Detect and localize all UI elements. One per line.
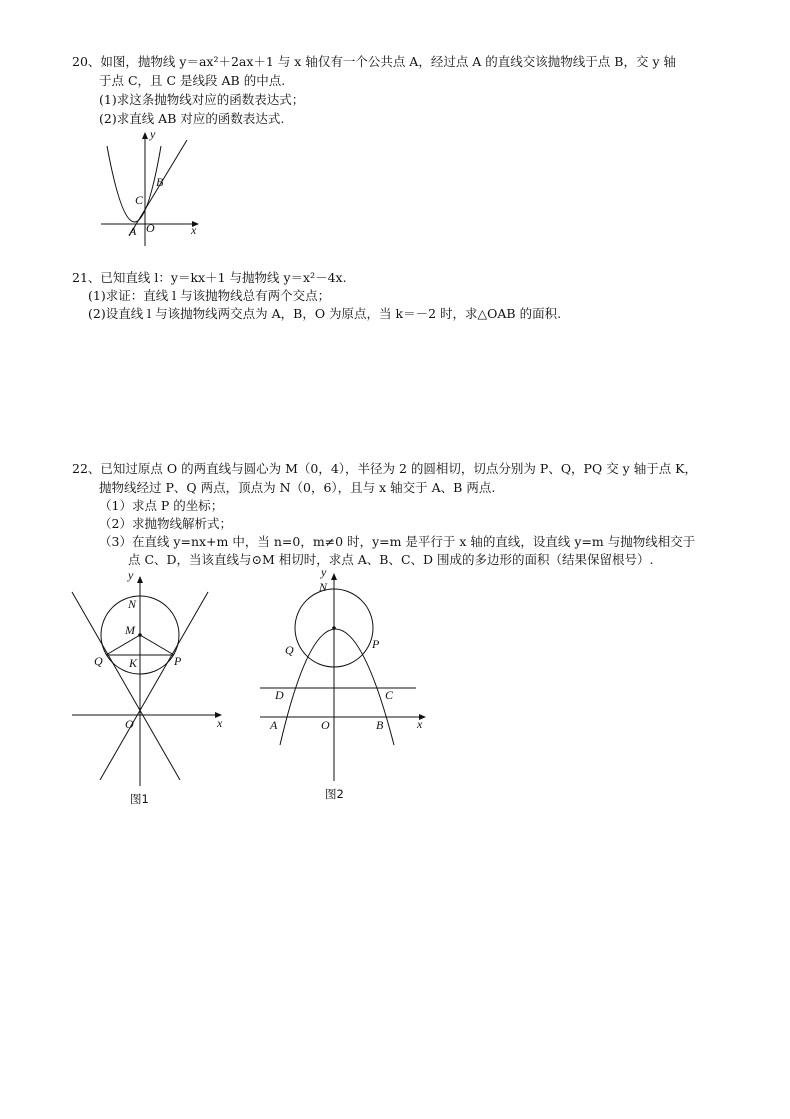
fig1-y-arrow <box>137 576 143 583</box>
q20-label-x: x <box>191 223 197 237</box>
fig1-label-k: K <box>129 656 138 670</box>
fig2-label-y: y <box>321 565 327 579</box>
fig2-label-b: B <box>376 718 384 732</box>
q22-part3-line2: 点 C、D，当该直线与⊙M 相切时，求点 A、B、C、D 围成的多边形的面积（结果保留根号）. <box>128 552 654 567</box>
q21-part1: (1)求证：直线 l 与该抛物线总有两个交点； <box>88 288 331 303</box>
q20-part2: (2)求直线 AB 对应的函数表达式. <box>99 111 285 126</box>
fig1-tangent-left <box>72 592 180 780</box>
q20-label-o: O <box>146 221 155 235</box>
q20-label-a: A <box>129 224 137 238</box>
q22-part2: （2）求抛物线解析式； <box>99 516 232 531</box>
q20-label-c: C <box>135 193 144 207</box>
q21-part2: (2)设直线 l 与该抛物线两交点为 A，B，O 为原点，当 k＝－2 时，求△OAB 的面积. <box>88 306 562 321</box>
q20-label-y: y <box>150 127 156 141</box>
fig1-label-y: y <box>128 568 134 582</box>
q20-part1: (1)求这条抛物线对应的函数表达式； <box>99 92 305 107</box>
q22-part3-line1: （3）在直线 y=nx+m 中，当 n=0，m≠0 时，y=m 是平行于 x 轴的直线，设直线 y=m 与抛物线相交于 <box>99 534 696 549</box>
q22-part1: （1）求点 P 的坐标； <box>99 498 224 513</box>
fig2-label-n: N <box>319 580 328 594</box>
fig1-tangent-right <box>100 592 208 780</box>
q22-figure2 <box>252 565 437 805</box>
q22-stem-line2: 抛物线经过 P、Q 两点，顶点为 N（0，6），且与 x 轴交于 A、B 两点. <box>99 480 496 495</box>
q20-label-b: B <box>156 175 164 189</box>
fig1-label-q: Q <box>94 654 103 668</box>
q22-figure1 <box>68 568 238 808</box>
q20-parabola <box>107 146 161 222</box>
fig2-center-dot <box>332 626 336 630</box>
fig2-label-q: Q <box>285 643 294 657</box>
q20-figure <box>95 128 215 248</box>
fig1-caption: 图1 <box>130 792 149 806</box>
fig1-label-o: O <box>125 717 134 731</box>
fig1-label-n: N <box>128 597 137 611</box>
q22-stem-line1: 22、已知过原点 O 的两直线与圆心为 M（0，4），半径为 2 的圆相切，切点分别为 P、Q，PQ 交 y 轴于点 K， <box>72 461 698 476</box>
fig1-segment-mp <box>140 635 174 655</box>
q20-stem-line2: 于点 C，且 C 是线段 AB 的中点. <box>99 73 286 88</box>
fig2-caption: 图2 <box>325 787 344 801</box>
fig1-segment-mq <box>106 635 140 655</box>
fig2-label-p: P <box>372 637 380 651</box>
q21-stem: 21、已知直线 l：y＝kx＋1 与抛物线 y＝x²－4x. <box>72 270 347 285</box>
q20-y-arrow <box>142 132 148 139</box>
q20-stem-line1: 20、如图，抛物线 y＝ax²＋2ax＋1 与 x 轴仅有一个公共点 A，经过点 A 的直线交该抛物线于点 B，交 y 轴 <box>72 54 676 69</box>
fig1-center-dot <box>138 633 142 637</box>
fig2-y-arrow <box>331 573 337 580</box>
fig1-label-x: x <box>217 716 223 730</box>
fig2-label-x: x <box>417 717 423 731</box>
fig2-label-c: C <box>385 688 394 702</box>
fig1-label-m: M <box>125 623 135 637</box>
fig1-label-p: P <box>174 654 182 668</box>
fig2-label-o: O <box>321 718 330 732</box>
fig2-label-a: A <box>270 718 278 732</box>
fig2-label-d: D <box>275 688 284 702</box>
